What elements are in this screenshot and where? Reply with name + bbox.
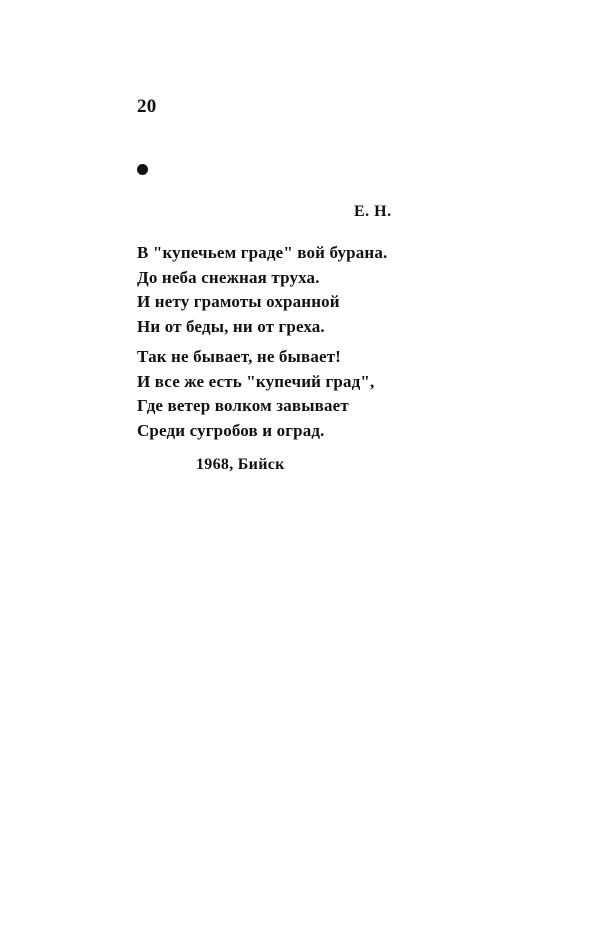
poem-line: Где ветер волком завывает: [137, 396, 349, 415]
poem-line: Среди сугробов и оград.: [137, 420, 325, 440]
date-place: 1968, Бийск: [196, 456, 285, 473]
stanza-1: [137, 241, 387, 339]
dedication: Е. Н.: [354, 203, 392, 220]
poem-line: В "купечьем граде" вой бурана.: [137, 243, 388, 262]
bullet-mark: [137, 164, 148, 175]
poem-line: И все же есть "купечий град",: [137, 371, 375, 391]
stanza-2: [137, 345, 374, 443]
poem-line: Так не бывает, не бывает!: [137, 347, 341, 366]
poem-line: До неба снежная труха.: [137, 267, 320, 287]
page-number: 20: [137, 96, 157, 117]
poem-line: Ни от беды, ни от греха.: [137, 316, 325, 336]
poem-line: И нету грамоты охранной: [137, 292, 340, 311]
